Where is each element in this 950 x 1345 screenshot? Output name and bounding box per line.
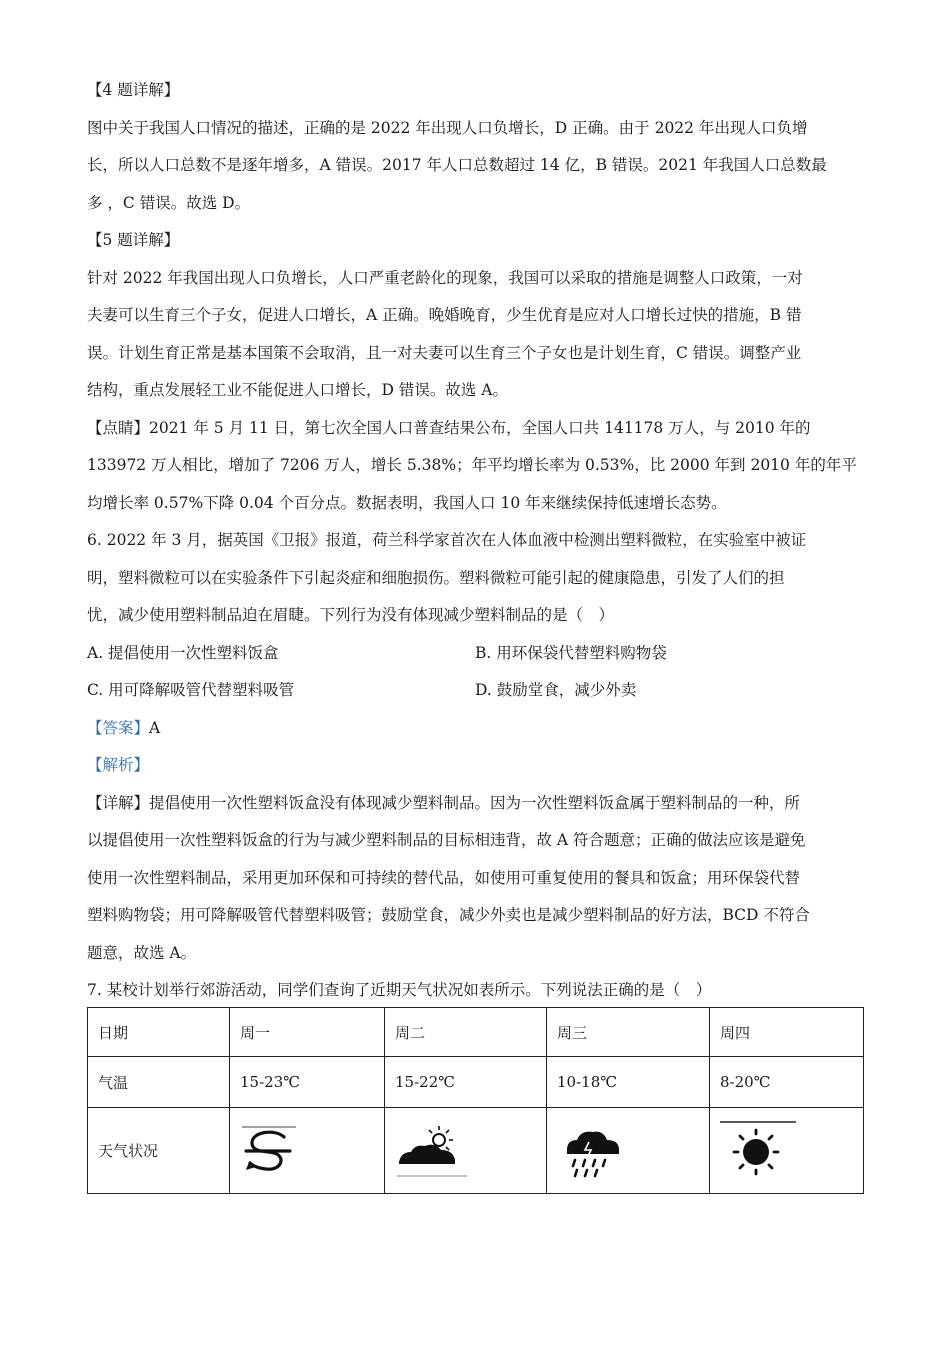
option-d: D. 鼓励堂食，减少外卖 — [475, 681, 637, 699]
text-line: 误。计划生育正常是基本国策不会取消，且一对夫妻可以生育三个子女也是计划生育，C 错误。调整产业 — [87, 343, 802, 362]
temperature-monday: 15-23℃ — [230, 1057, 385, 1108]
text-line: 结构，重点发展轻工业不能促进人口增长，D 错误。故选 A。 — [87, 381, 508, 399]
table-row — [88, 1057, 864, 1108]
thunder-shower-icon — [557, 1120, 627, 1182]
temperature-tuesday: 15-22℃ — [385, 1057, 547, 1108]
text-line: 多 ，C 错误。故选 D。 — [87, 193, 251, 212]
text-line: 图中关于我国人口情况的描述，正确的是 2022 年出现人口负增长，D 正确。由于 2022 年出现人口负增 — [87, 118, 808, 137]
text-line: 明，塑料微粒可以在实验条件下引起炎症和细胞损伤。塑料微粒可能引起的健康隐患，引发了人们的担 — [87, 568, 785, 587]
heading-q5-detail: 【5 题详解】 — [87, 231, 180, 249]
answer-line — [87, 710, 867, 748]
option-a: A. 提倡使用一次性塑料饭盒 — [87, 643, 279, 662]
analysis-tag: 【解析】 — [87, 756, 150, 774]
header-monday: 周一 — [230, 1008, 385, 1057]
header-thursday: 周四 — [710, 1008, 864, 1057]
text-line: 【详解】提倡使用一次性塑料饭盒没有体现减少塑料制品。因为一次性塑料饭盒属于塑料制品的一种，所 — [87, 793, 801, 812]
text-line: 长，所以人口总数不是逐年增多，A 错误。2017 年人口总数超过 14 亿，B 错误。2021 年我国人口总数最 — [87, 156, 827, 174]
sunny-cloudy-icon — [395, 1120, 475, 1182]
options-row-ab — [87, 635, 867, 673]
header-date: 日期 — [88, 1008, 230, 1057]
answer-value: A — [149, 718, 161, 737]
weather-wednesday — [547, 1108, 710, 1194]
document-body — [87, 72, 867, 1010]
temperature-wednesday: 10-18℃ — [547, 1057, 710, 1108]
text-line: 针对 2022 年我国出现人口负增长，人口严重老龄化的现象，我国可以采取的措施是调整人口政策，一对 — [87, 268, 803, 287]
heading-q4-detail: 【4 题详解】 — [87, 81, 180, 99]
table-row — [88, 1108, 864, 1194]
option-b: B. 用环保袋代替塑料购物袋 — [475, 643, 667, 662]
analysis-line — [87, 747, 867, 785]
text-line: 使用一次性塑料制品，采用更加环保和可持续的替代品，如使用可重复使用的餐具和饭盒；用环保袋代替 — [87, 868, 801, 887]
table-row — [88, 1008, 864, 1057]
header-tuesday: 周二 — [385, 1008, 547, 1057]
text-line: 忧，减少使用塑料制品迫在眉睫。下列行为没有体现减少塑料制品的是（ ） — [87, 606, 615, 624]
text-line: 夫妻可以生育三个子女，促进人口增长，A 正确。晚婚晚育，少生优育是应对人口增长过快的措施，B 错 — [87, 306, 802, 324]
text-line: 以提倡使用一次性塑料饭盒的行为与减少塑料制品的目标相违背，故 A 符合题意；正确的做法应该是避免 — [87, 831, 806, 849]
typhoon-icon — [240, 1121, 300, 1181]
text-line: 【点睛】2021 年 5 月 11 日，第七次全国人口普查结果公布，全国人口共 141178 万人，与 2010 年的 — [87, 418, 811, 437]
options-row-cd — [87, 672, 867, 710]
text-line: 塑料购物袋；用可降解吸管代替塑料吸管；鼓励堂食，减少外卖也是减少塑料制品的好方法，BCD 不符合 — [87, 906, 810, 924]
header-wednesday: 周三 — [547, 1008, 710, 1057]
weather-label: 天气状况 — [88, 1108, 230, 1194]
text-line: 133972 万人相比，增加了 7206 万人，增长 5.38%；年平均增长率为 0.53%，比 2000 年到 2010 年的年平 — [87, 456, 857, 474]
question-7-stem: 7. 某校计划举行郊游活动，同学们查询了近期天气状况如表所示。下列说法正确的是（ ） — [87, 981, 712, 999]
temperature-thursday: 8-20℃ — [710, 1057, 864, 1108]
answer-tag: 【答案】 — [87, 718, 150, 737]
weather-thursday — [710, 1108, 864, 1194]
sunny-icon — [720, 1118, 800, 1184]
option-c: C. 用可降解吸管代替塑料吸管 — [87, 681, 295, 699]
question-6-stem: 6. 2022 年 3 月，据英国《卫报》报道，荷兰科学家首次在人体血液中检测出塑料微粒，在实验室中被证 — [87, 531, 807, 549]
weather-tuesday — [385, 1108, 547, 1194]
weather-table — [87, 1007, 864, 1194]
text-line: 均增长率 0.57%下降 0.04 个百分点。数据表明，我国人口 10 年来继续保持低速增长态势。 — [87, 493, 727, 512]
weather-monday — [230, 1108, 385, 1194]
temperature-label: 气温 — [88, 1057, 230, 1108]
text-line: 题意，故选 A。 — [87, 943, 197, 962]
